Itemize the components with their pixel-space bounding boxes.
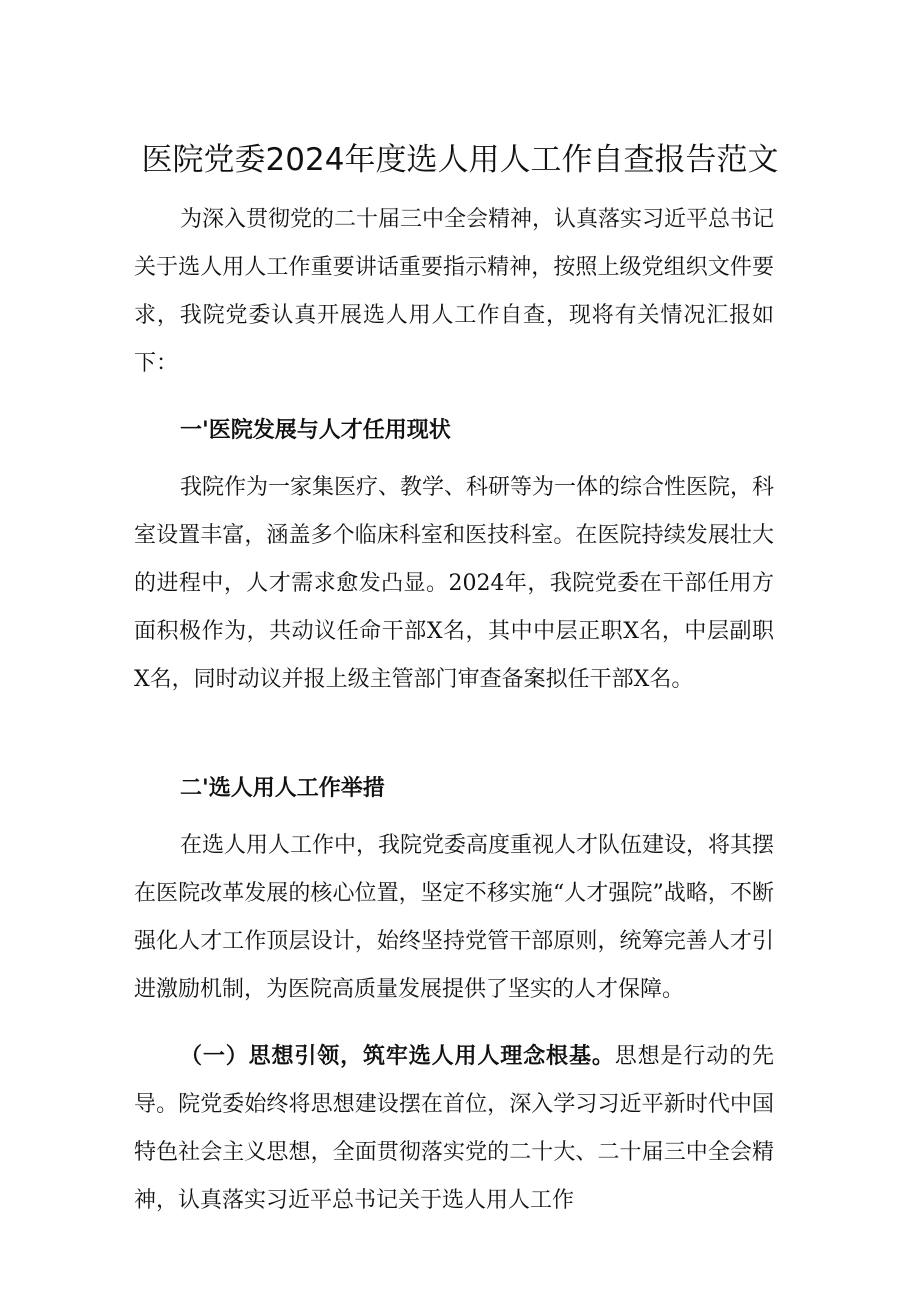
section-1-heading: 一'医院发展与人才任用现状: [180, 417, 451, 443]
intro-paragraph: 为深入贯彻党的二十届三中全会精神，认真落实习近平总书记关于选人用人工作重要讲话重要指示精神，按照上级党组织文件要求，我院党委认真开展选人用人工作自查，现将有关情况汇报如下：: [134, 207, 775, 376]
document-title: 医院党委2024年度选人用人工作自查报告范文: [141, 142, 779, 178]
subsection-1-heading: （一）思想引领，筑牢选人用人理念根基。: [180, 1043, 615, 1069]
section-1-paragraph: 我院作为一家集医疗、教学、科研等为一体的综合性医院，科室设置丰富，涵盖多个临床科室和医技科室。在医院持续发展壮大的进程中，人才需求愈发凸显。2024年，我院党委在干部任用方面积极作为，共动议任命干部X名，其中中层正职X名，中层副职X名，同时动议并报上级主管部门审查备案拟任干部X名。: [134, 475, 775, 692]
subsection-1-paragraph: [134, 1032, 774, 1225]
section-2-heading: 二'选人用人工作举措: [180, 775, 385, 801]
section-2-paragraph: 在选人用人工作中，我院党委高度重视人才队伍建设，将其摆在医院改革发展的核心位置，坚定不移实施“人才强院”战略，不断强化人才工作顶层设计，始终坚持党管干部原则，统筹完善人才引进激励机制，为医院高质量发展提供了坚实的人才保障。: [134, 833, 775, 1002]
subsection-1-text: 思想是行动的先导。院党委始终将思想建设摆在首位，深入学习习近平新时代中国特色社会主义思想，全面贯彻落实党的二十大、二十届三中全会精神，认真落实习近平总书记关于选人用人工作: [134, 1044, 774, 1213]
